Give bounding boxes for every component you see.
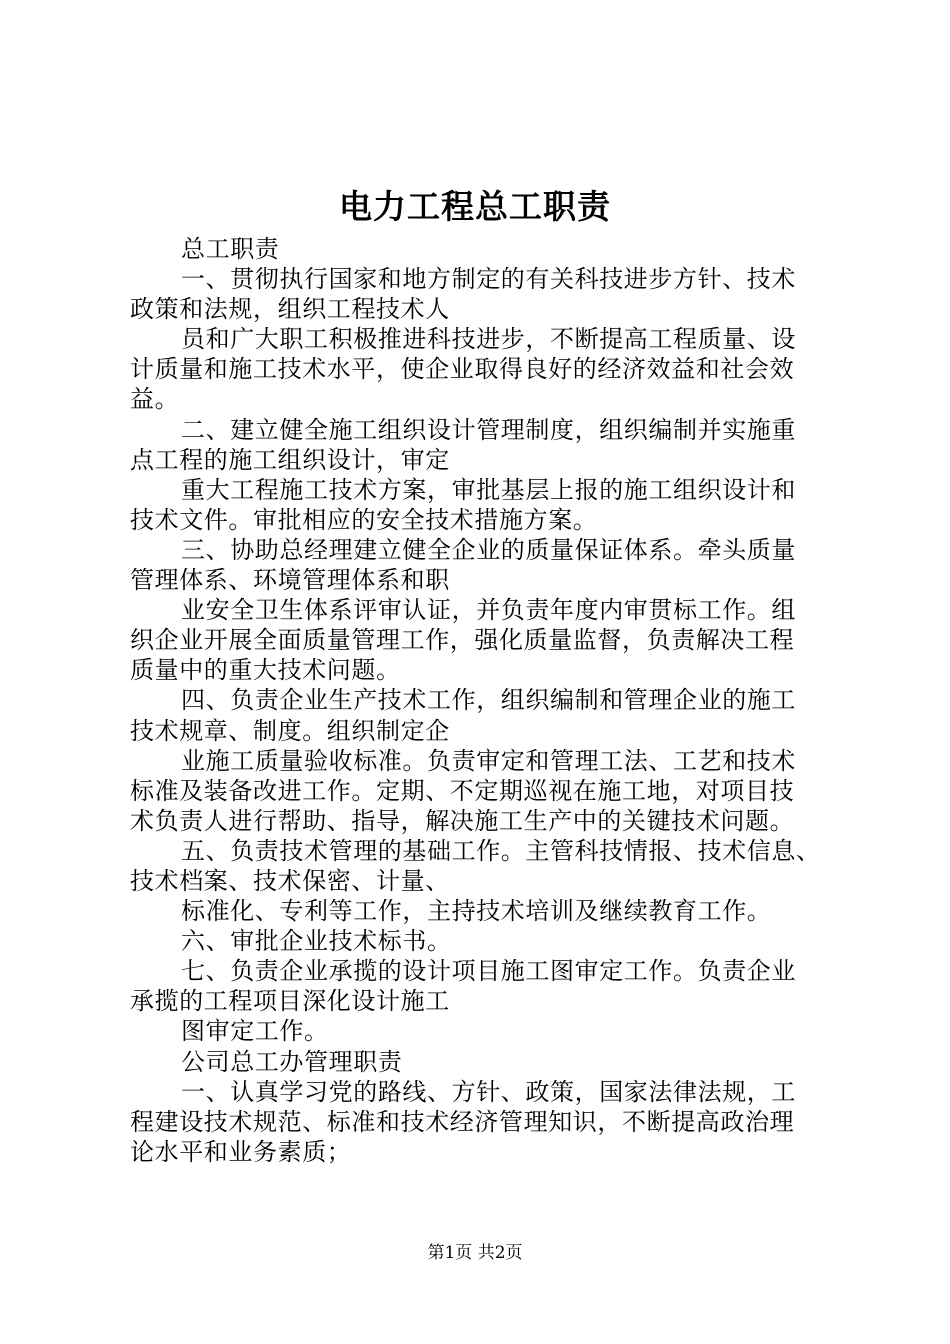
text-line: 重大工程施工技术方案，审批基层上报的施工组织设计和 [181,475,796,504]
text-line: 四、负责企业生产技术工作，组织编制和管理企业的施工 [181,686,796,715]
text-line: 二、建立健全施工组织设计管理制度，组织编制并实施重 [181,415,796,444]
text-line: 织企业开展全面质量管理工作，强化质量监督，负责解决工程 [130,626,795,655]
text-line: 技术档案、技术保密、计量、 [130,866,450,895]
text-line: 术负责人进行帮助、指导，解决施工生产中的关键技术问题。 [130,806,795,835]
text-line: 标准及装备改进工作。定期、不定期巡视在施工地，对项目技 [130,776,795,805]
text-line: 管理体系、环境管理体系和职 [130,566,450,595]
text-line: 技术文件。审批相应的安全技术措施方案。 [130,505,598,534]
text-line: 三、协助总经理建立健全企业的质量保证体系。牵头质量 [181,535,796,564]
page-footer: 第1页 共2页 [427,1243,523,1263]
text-line: 公司总工办管理职责 [181,1047,403,1076]
text-line: 标准化、专利等工作，主持技术培训及继续教育工作。 [181,897,772,926]
text-line: 员和广大职工积极推进科技进步，不断提高工程质量、设 [181,325,796,354]
text-line: 技术规章、制度。组织制定企 [130,716,450,745]
text-line: 点工程的施工组织设计，审定 [130,445,450,474]
text-line: 业安全卫生体系评审认证，并负责年度内审贯标工作。组 [181,596,796,625]
document-body [130,234,830,1167]
text-line: 论水平和业务素质； [130,1137,352,1166]
text-line: 一、贯彻执行国家和地方制定的有关科技进步方针、技术 [181,265,796,294]
text-line: 图审定工作。 [181,1017,329,1046]
text-line: 七、负责企业承揽的设计项目施工图审定工作。负责企业 [181,957,796,986]
text-line: 五、负责技术管理的基础工作。主管科技情报、技术信息、 [181,836,821,865]
text-line: 一、认真学习党的路线、方针、政策，国家法律法规，工 [181,1077,796,1106]
document-title: 电力工程总工职责 [339,187,611,226]
text-line: 六、审批企业技术标书。 [181,927,452,956]
text-line: 质量中的重大技术问题。 [130,656,401,685]
text-line: 总工职责 [181,235,280,263]
text-line: 益。 [130,385,180,414]
text-line: 承揽的工程项目深化设计施工 [130,987,450,1016]
text-line: 计质量和施工技术水平，使企业取得良好的经济效益和社会效 [130,355,795,384]
text-line: 程建设技术规范、标准和技术经济管理知识，不断提高政治理 [130,1107,795,1136]
text-line: 政策和法规，组织工程技术人 [130,295,450,324]
text-line: 业施工质量验收标准。负责审定和管理工法、工艺和技术 [181,746,796,775]
